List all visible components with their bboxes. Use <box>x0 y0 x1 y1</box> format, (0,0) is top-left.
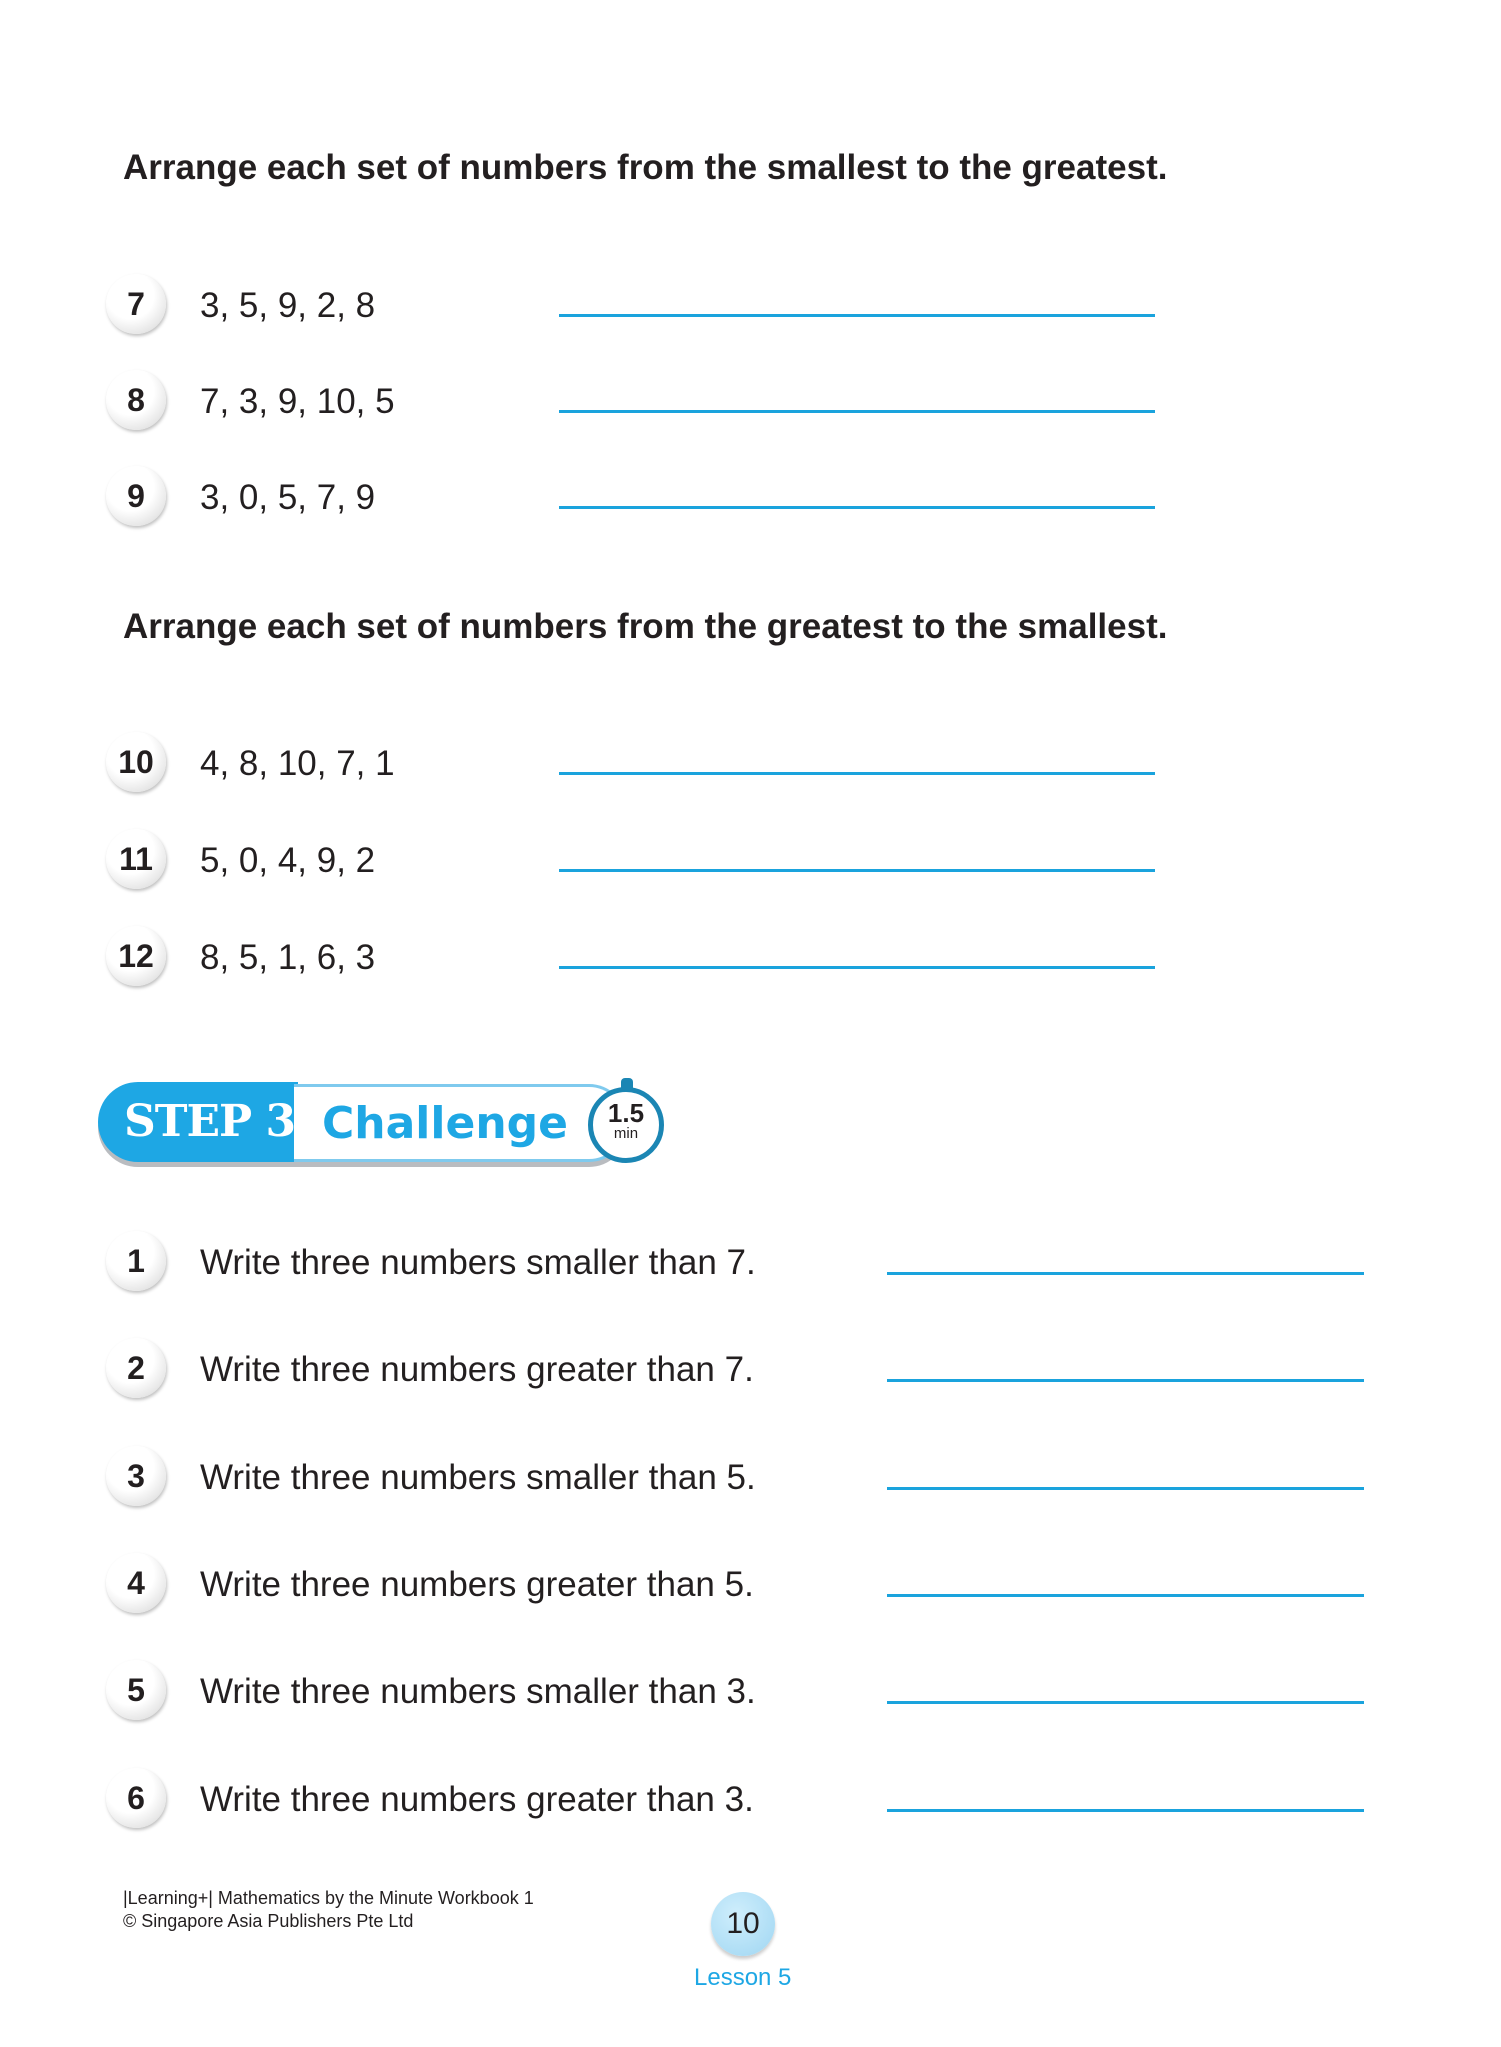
exercise-row <box>106 829 1406 891</box>
exercise-row <box>106 274 1406 336</box>
book-title: |Learning+| Mathematics by the Minute Workbook 1 <box>123 1888 534 1908</box>
question-number-badge: 3 <box>106 1446 166 1506</box>
answer-line[interactable] <box>559 869 1155 872</box>
question-number-badge: 6 <box>106 1768 166 1828</box>
question-text: Write three numbers greater than 5. <box>200 1565 754 1604</box>
question-number-badge: 5 <box>106 1660 166 1720</box>
challenge-row <box>106 1768 1406 1830</box>
time-unit: min <box>613 1125 639 1142</box>
exercise-row <box>106 926 1406 988</box>
question-number-badge: 2 <box>106 1338 166 1398</box>
challenge-row <box>106 1231 1406 1293</box>
answer-line[interactable] <box>887 1379 1364 1382</box>
step-3-challenge-banner <box>98 1082 668 1164</box>
lesson-label: Lesson 5 <box>694 1964 792 1991</box>
section-title: Challenge <box>322 1098 568 1149</box>
section-heading-descending: Arrange each set of numbers from the greatest to the smallest. <box>123 607 1168 646</box>
number-set: 5, 0, 4, 9, 2 <box>200 841 376 880</box>
step-label: STEP 3 <box>124 1096 296 1147</box>
number-set: 4, 8, 10, 7, 1 <box>200 744 395 783</box>
challenge-row <box>106 1660 1406 1722</box>
answer-line[interactable] <box>887 1594 1364 1597</box>
exercise-row <box>106 370 1406 432</box>
question-text: Write three numbers greater than 3. <box>200 1780 754 1819</box>
question-text: Write three numbers smaller than 3. <box>200 1672 756 1711</box>
stopwatch-knob <box>621 1078 633 1088</box>
number-set: 3, 0, 5, 7, 9 <box>200 478 376 517</box>
answer-line[interactable] <box>887 1487 1364 1490</box>
question-number-badge: 9 <box>106 466 166 526</box>
challenge-row <box>106 1553 1406 1615</box>
question-number-badge: 10 <box>106 732 166 792</box>
answer-line[interactable] <box>559 966 1155 969</box>
challenge-row <box>106 1338 1406 1400</box>
question-number-badge: 12 <box>106 926 166 986</box>
exercise-row <box>106 466 1406 528</box>
page-number: 10 <box>711 1892 775 1956</box>
answer-line[interactable] <box>559 506 1155 509</box>
question-text: Write three numbers smaller than 7. <box>200 1243 756 1282</box>
time-value: 1.5 <box>607 1098 645 1128</box>
question-number-badge: 7 <box>106 274 166 334</box>
answer-line[interactable] <box>559 314 1155 317</box>
question-number-badge: 8 <box>106 370 166 430</box>
number-set: 3, 5, 9, 2, 8 <box>200 286 376 325</box>
number-set: 7, 3, 9, 10, 5 <box>200 382 395 421</box>
answer-line[interactable] <box>887 1701 1364 1704</box>
section-heading-ascending: Arrange each set of numbers from the smallest to the greatest. <box>123 148 1168 187</box>
question-number-badge: 11 <box>106 829 166 889</box>
stopwatch-icon <box>588 1087 664 1163</box>
copyright: © Singapore Asia Publishers Pte Ltd <box>123 1911 414 1931</box>
question-number-badge: 1 <box>106 1231 166 1291</box>
answer-line[interactable] <box>887 1809 1364 1812</box>
exercise-row <box>106 732 1406 794</box>
question-number-badge: 4 <box>106 1553 166 1613</box>
number-set: 8, 5, 1, 6, 3 <box>200 938 376 977</box>
challenge-row <box>106 1446 1406 1508</box>
answer-line[interactable] <box>559 772 1155 775</box>
question-text: Write three numbers greater than 7. <box>200 1350 754 1389</box>
answer-line[interactable] <box>559 410 1155 413</box>
question-text: Write three numbers smaller than 5. <box>200 1458 756 1497</box>
answer-line[interactable] <box>887 1272 1364 1275</box>
